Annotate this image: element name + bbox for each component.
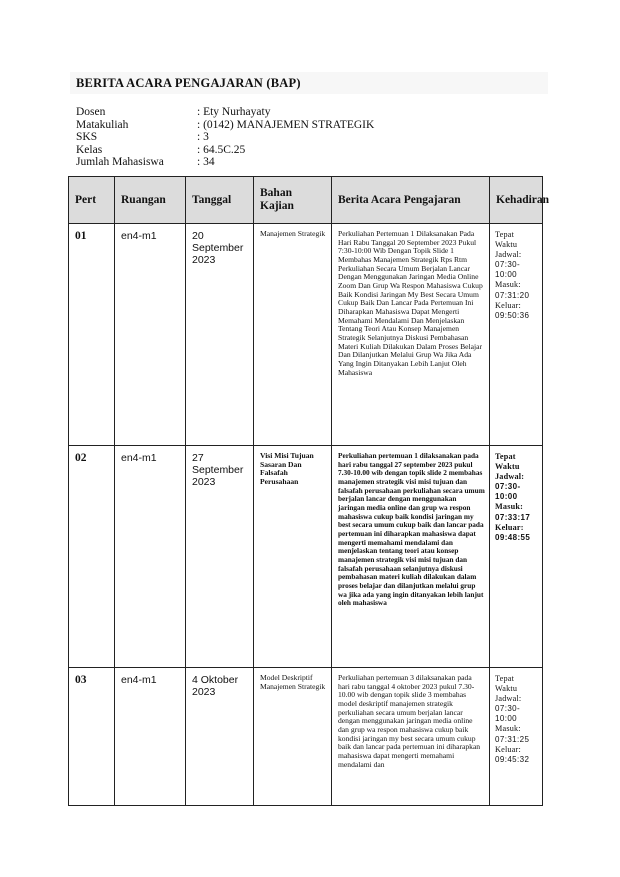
- kehadiran-status: Tepat Waktu: [495, 230, 518, 250]
- masuk-label: Masuk:: [495, 502, 524, 512]
- header-pert: Pert: [69, 177, 115, 224]
- course-meta: [76, 106, 374, 169]
- pert-cell: 02: [69, 446, 115, 668]
- tanggal-cell: 27 September 2023: [186, 446, 254, 668]
- pert-cell: 03: [69, 668, 115, 806]
- table-row: [69, 446, 543, 668]
- jadwal-label: Jadwal:: [495, 694, 522, 704]
- dosen-label: Dosen: [76, 106, 106, 118]
- jadwal-label: Jadwal:: [495, 250, 522, 260]
- meta-sks: [76, 131, 374, 144]
- bahan-kajian-cell: Model Deskriptif Manajemen Strategik: [254, 668, 332, 806]
- kehadiran-cell: [490, 446, 543, 668]
- kelas-label: Kelas: [76, 143, 103, 156]
- kehadiran-status: Tepat Waktu: [495, 452, 520, 472]
- jadwal-value: 07:30-10:00: [495, 704, 521, 724]
- jadwal-value: 07:30-10:00: [495, 260, 521, 280]
- sks-value: : 3: [197, 131, 209, 143]
- matakuliah-label: Matakuliah: [76, 118, 129, 131]
- masuk-label: Masuk:: [495, 724, 521, 734]
- keluar-label: Keluar:: [495, 522, 524, 532]
- table-row: [69, 224, 543, 446]
- tanggal-cell: 4 Oktober 2023: [186, 668, 254, 806]
- kehadiran-cell: [490, 668, 543, 806]
- keluar-value: 09:50:36: [495, 310, 530, 320]
- meta-matakuliah: [76, 119, 374, 132]
- sks-label: SKS: [76, 131, 98, 143]
- keluar-label: Keluar:: [495, 744, 521, 754]
- masuk-label: Masuk:: [495, 280, 521, 290]
- ruangan-cell: en4-m1: [115, 446, 186, 668]
- meta-kelas: [76, 144, 374, 157]
- keluar-value: 09:48:55: [495, 532, 531, 542]
- header-ruangan: Ruangan: [115, 177, 186, 224]
- jumlah-mahasiswa-value: : 34: [197, 156, 215, 168]
- header-berita-acara: Berita Acara Pengajaran: [332, 177, 490, 224]
- berita-acara-cell: Perkuliahan pertemuan 1 dilaksanakan pada hari rabu tanggal 27 september 2023 pukul 7.30-10.00 wib dengan topik slide 2 membahas manajemen strategik visi misi tujuan dan falsafah perusahaan perkuliahan secara umum berjalan lancar dengan menggunakan jaringan media online dan grup wa respon mahasiswa cukup baik kondisi jaringan my best secara umum cukup baik dan lancar pada pertemuan ini diharapkan mahasiswa dapat mengerti memahami mendalami dan menjelaskan tentang teori atau konsep manajemen strategik visi misi tujuan dan falsafah perusahaan selanjutnya diskusi pembahasan materi kuliah dilakukan dalam proses belajar dan dilanjutkan melalui grup wa jika ada yang ingin ditanyakan lebih lanjut oleh mahasiswa: [332, 446, 490, 668]
- berita-acara-cell: Perkuliahan pertemuan 3 dilaksanakan pada hari rabu tanggal 4 oktober 2023 pukul 7.30-10.00 wib dengan topik slide 3 membahas model deskriptif manajemen strategik perkuliahan secara umum berjalan lancar dengan menggunakan jaringan media online dan grup wa respon mahasiswa cukup baik kondisi jaringan my best secara umum cukup baik dan lancar pada pertemuan ini diharapkan mahasiswa dapat mengerti memahami mendalami dan: [332, 668, 490, 806]
- berita-acara-cell: Perkuliahan Pertemuan 1 Dilaksanakan Pada Hari Rabu Tanggal 20 September 2023 Pukul 7:30-10:00 Wib Dengan Topik Slide 1 Membahas Manajemen Strategik Rps Rtm Perkuliahan Secara Umum Berjalan Lancar Dengan Menggunakan Jaringan Media Online Zoom Dan Grup Wa Respon Mahasiswa Cukup Baik Kondisi Jaringan My Best Secara Umum Cukup Baik Dan Lancar Pada Pertemuan Ini Diharapkan Mahasiswa Dapat Mengerti Memahami Mendalami Dan Menjelaskan Tentang Teori Atau Konsep Manajemen Strategik Selanjutnya Diskusi Pembahasan Materi Kuliah Dilakukan Dalam Proses Belajar Dan Dilanjutkan Melalui Grup Wa Jika Ada Yang Ingin Ditanyakan Lebih Lanjut Oleh Mahasiswa: [332, 224, 490, 446]
- masuk-value: 07:31:25: [495, 734, 530, 744]
- bap-table: [68, 176, 550, 806]
- masuk-value: 07:31:20: [495, 290, 530, 300]
- bahan-kajian-cell: Visi Misi Tujuan Sasaran Dan Falsafah Perusahaan: [254, 446, 332, 668]
- header-tanggal: Tanggal: [186, 177, 254, 224]
- kehadiran-cell: [490, 224, 543, 446]
- kehadiran-status: Tepat Waktu: [495, 674, 518, 694]
- keluar-label: Keluar:: [495, 300, 521, 310]
- matakuliah-value: : (0142) MANAJEMEN STRATEGIK: [197, 118, 375, 131]
- tanggal-cell: 20 September 2023: [186, 224, 254, 446]
- jadwal-label: Jadwal:: [495, 472, 525, 482]
- header-kehadiran: Kehadiran: [490, 177, 543, 224]
- table-header-row: [69, 177, 543, 224]
- ruangan-cell: en4-m1: [115, 668, 186, 806]
- header-bahan-kajian: Bahan Kajian: [254, 177, 332, 224]
- bahan-kajian-cell: Manajemen Strategik: [254, 224, 332, 446]
- meta-jumlah-mahasiswa: [76, 156, 374, 169]
- keluar-value: 09:45:32: [495, 754, 530, 764]
- meta-dosen: [76, 106, 374, 119]
- pert-cell: 01: [69, 224, 115, 446]
- masuk-value: 07:33:17: [495, 512, 531, 522]
- dosen-value: : Ety Nurhayaty: [197, 106, 271, 118]
- ruangan-cell: en4-m1: [115, 224, 186, 446]
- jadwal-value: 07:30-10:00: [495, 482, 521, 502]
- page-title: BERITA ACARA PENGAJARAN (BAP): [76, 76, 301, 90]
- jumlah-mahasiswa-label: Jumlah Mahasiswa: [76, 156, 164, 168]
- kelas-value: : 64.5C.25: [197, 143, 246, 156]
- table-row: [69, 668, 543, 806]
